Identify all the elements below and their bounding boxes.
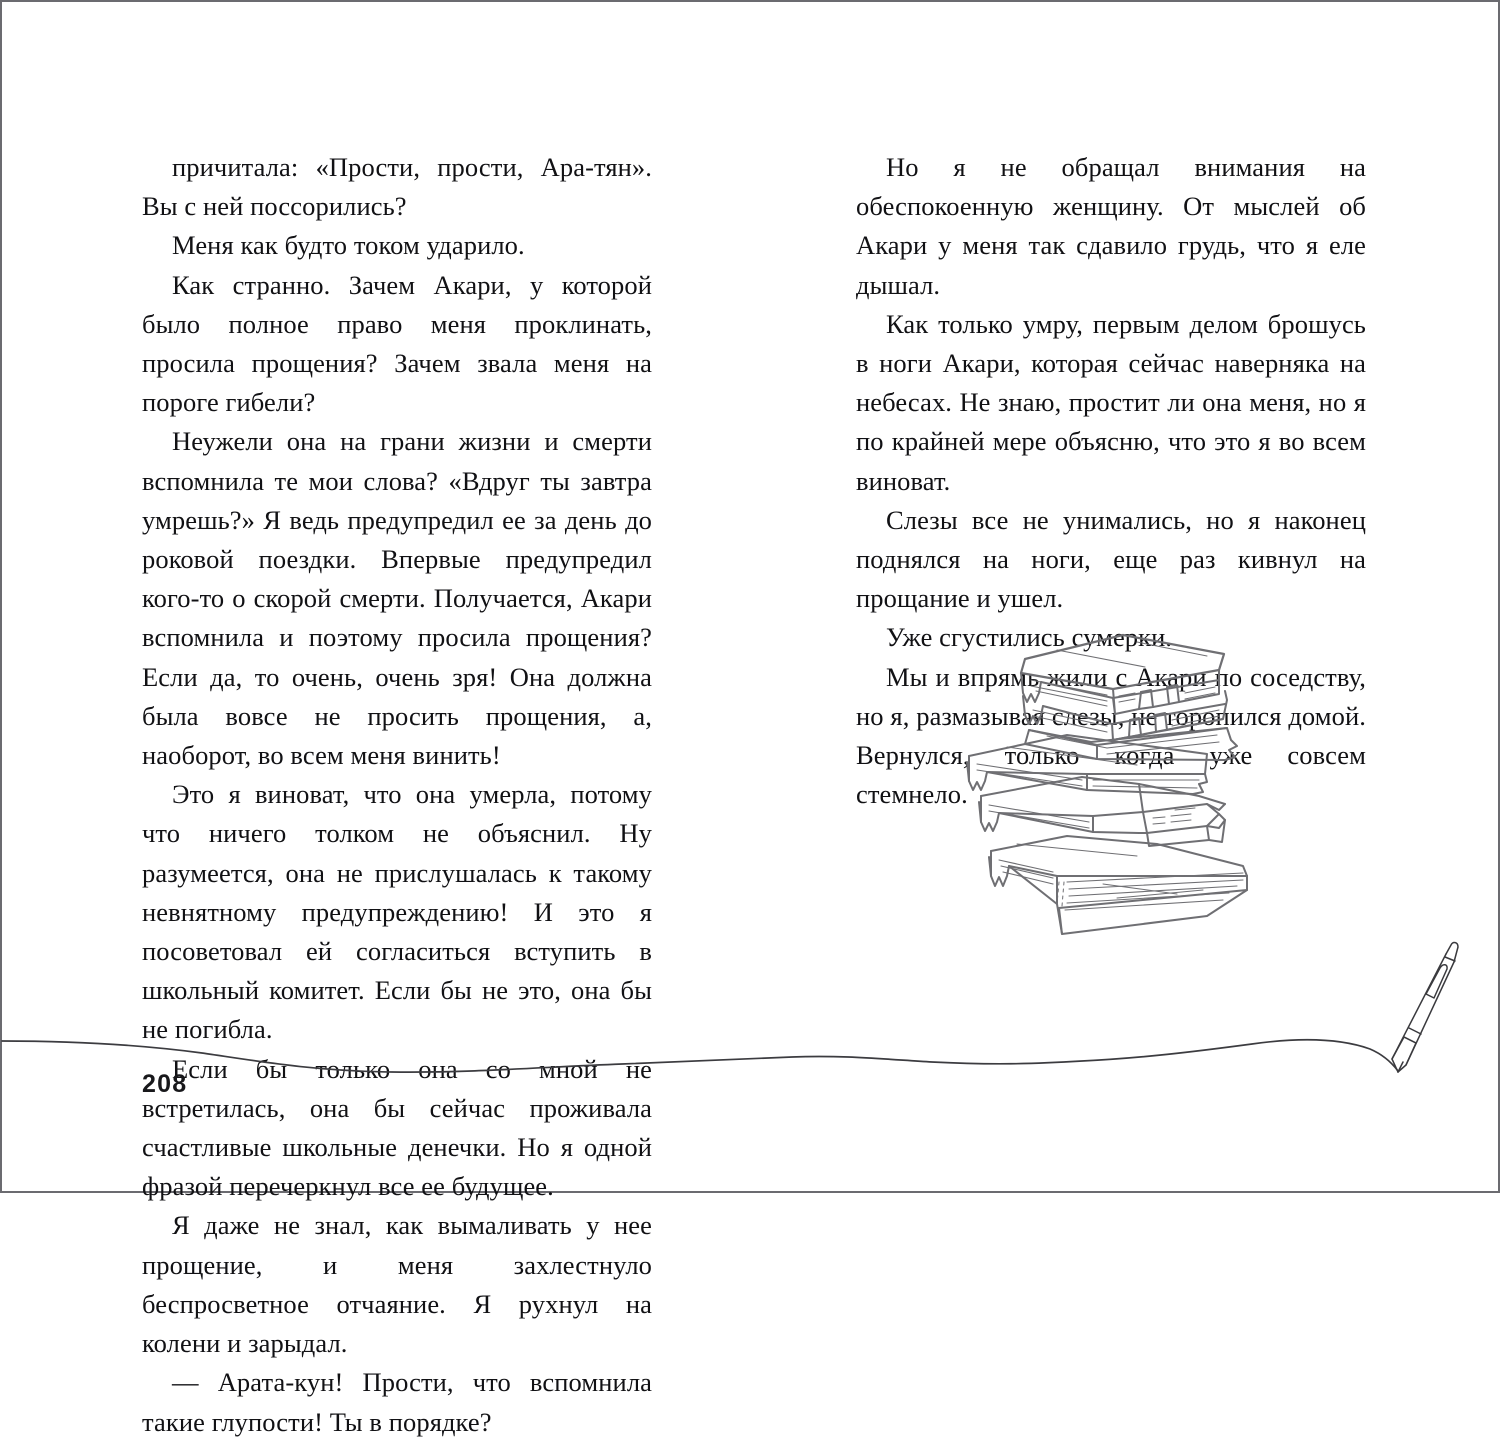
stack-of-books-icon [907,614,1267,959]
paragraph: Уже сгустились сумерки. [886,622,1173,653]
paragraph-dialogue: — Арата-кун! Прости, что вспомнила такие глупости! Ты в порядке? [142,1367,652,1437]
paragraph: Если бы только она со мной не встретилась, она бы сейчас проживала счастливые школьные денечки. Но я одной фразой перечеркнул все ее будущее. [142,1053,652,1202]
paragraph: Неужели она на грани жизни и смерти вспомнила те мои слова? «Вдруг ты завтра умрешь?» Я ведь предупредил ее за день до роковой поездки. Впервые предупредил кого-то о скорой смерти. Получается, Акари вспомнила и поэтому просила прощения? Если да, то очень, очень зря! Она должна была вовсе не просить прощения, а, наоборот, во всем меня винить! [142,426,652,771]
page-number: 208 [142,1070,188,1098]
text-column-left [142,148,652,1442]
text-body [2,2,1498,1437]
paragraph: причитала: «Прости, прости, Ара-тян». Вы с ней поссорились? [142,152,652,222]
paragraph: Как только умру, первым делом брошусь в ноги Акари, которая сейчас наверняка на небесах. Не знаю, простит ли она меня, но я по крайней мере объясню, что это я во всем виноват. [856,308,1366,496]
paragraph: Я даже не знал, как вымаливать у нее прощение, и меня захлестнуло беспросветное отчаяние. Я рухнул на колени и зарыдал. [142,1210,652,1359]
paragraph: Мы и впрямь жили с Акари по соседству, но я, размазывая слезы, не торопился домой. Вернулся, только когда уже совсем стемнело. [856,661,1366,810]
paragraph: Слезы все не унимались, но я наконец поднялся на ноги, еще раз кивнул на прощание и ушел. [856,504,1366,614]
paragraph: Но я не обращал внимания на обеспокоенную женщину. От мыслей об Акари у меня так сдавило грудь, что я еле дышал. [856,152,1366,300]
paragraph: Как странно. Зачем Акари, у которой было полное право меня проклинать, просила прощения? Зачем звала меня на пороге гибели? [142,269,652,418]
paragraph: Это я виноват, что она умерла, потому что ничего толком не объяснил. Ну разумеется, она не прислушалась к такому невнятному предупреждению! И это я посоветовал ей согласиться вступить в школьный комитет. Если бы не это, она бы не погибла. [142,779,652,1045]
book-top [1021,635,1224,714]
paragraph: Меня как будто током ударило. [172,230,525,261]
book-bottom [989,836,1247,934]
